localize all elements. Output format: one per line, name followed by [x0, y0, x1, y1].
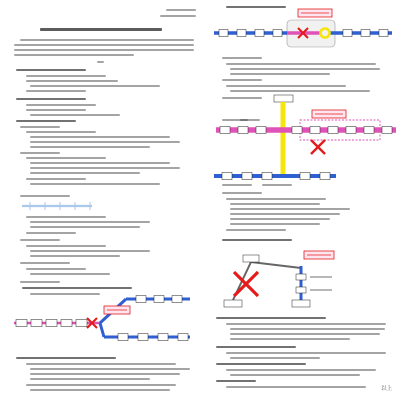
- station-box-icon: [118, 296, 188, 341]
- route-diagram-middle: [214, 95, 396, 180]
- route-diagram-upper: [214, 9, 392, 47]
- route-diagram-lower: [224, 251, 334, 307]
- blue-line-connector: [100, 323, 104, 337]
- station-box-icon: [16, 320, 87, 327]
- closing-remark: 以上: [381, 386, 393, 392]
- route-diagram-left-lower: [14, 296, 190, 341]
- station-label-marks: [310, 277, 332, 290]
- station-box-icon: [224, 255, 310, 307]
- route-diagram-left-small: [22, 202, 92, 210]
- x-mark-icon: [234, 272, 258, 296]
- x-mark-icon: [311, 140, 325, 154]
- branch-line-right: [251, 262, 301, 268]
- yellow-line-terminal-box: [274, 95, 293, 102]
